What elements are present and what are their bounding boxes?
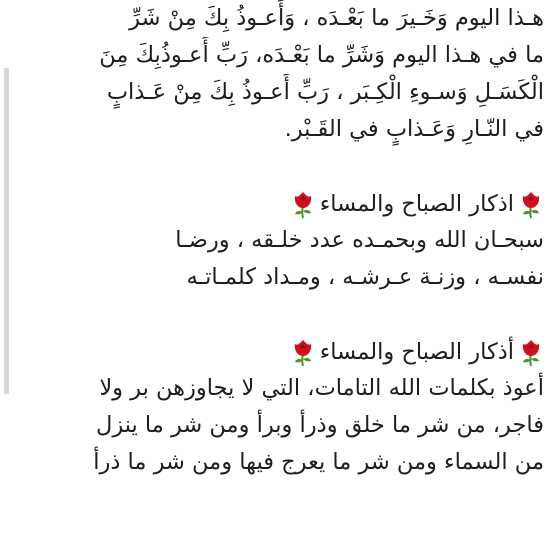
text-line: الْكَسَـلِ وَسـوءِ الْكِـبَر ، رَبِّ أَعـوذُ بِكَ مِنْ عَـذابٍ: [106, 79, 544, 105]
text-line: نفسـه ، وزنـة عـرشـه ، ومـداد كلمـاتـه: [186, 264, 544, 290]
rose-icon: [518, 337, 544, 367]
spacer: [30, 148, 544, 185]
text-line: في النّـارِ وَعَـذابٍ في القَـبْر.: [284, 116, 544, 142]
section-title: اذكار الصباح والمساء: [319, 190, 514, 217]
text-line: أعوذ بكلمات الله التامات، التي لا يجاوزهن بر ولا: [99, 375, 544, 401]
message-text: [30, 0, 544, 481]
section-heading: [30, 185, 544, 222]
text-line: فاجر، من شر ما خلق وذرأ وبرأ ومن شر ما ينزل: [95, 412, 544, 438]
text-line: هـذا اليوم وَخَـيرَ ما بَعْـدَه ، وَأَعـوذُ بِكَ مِنْ شَرِّ: [129, 5, 544, 31]
text-line: سبحـان الله وبحمـده عدد خلـقه ، ورضـا: [175, 227, 544, 253]
text-line: ما في هـذا اليوم وَشَرِّ ما بَعْـدَه، رَبِّ أَعـوذُبِكَ مِنَ: [99, 42, 544, 68]
section-heading: [30, 333, 544, 370]
spacer: [30, 296, 544, 333]
scrollbar[interactable]: [4, 68, 9, 394]
section-title: أذكار الصباح والمساء: [319, 338, 514, 365]
rose-icon: [290, 337, 316, 367]
text-line: من السماء ومن شر ما يعرج فيها ومن شر ما ذرأ: [93, 449, 544, 475]
rose-icon: [290, 189, 316, 219]
rose-icon: [518, 189, 544, 219]
